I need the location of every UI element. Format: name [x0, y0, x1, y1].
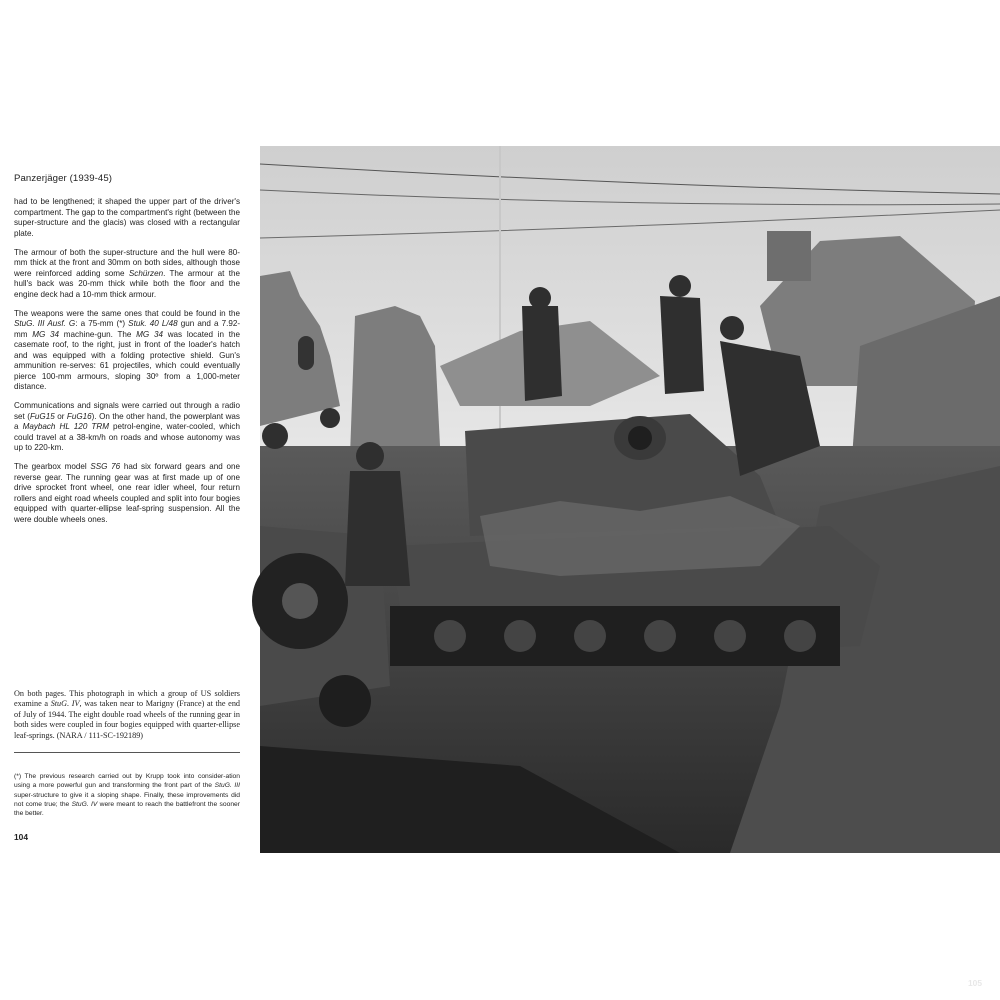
text-run: Communications and signals were carried out through a radio set ( [14, 401, 240, 421]
page-number-left: 104 [14, 832, 28, 842]
italic-term: Schürzen [128, 268, 164, 278]
text-run: , was taken near to Marigny (France) at the end of July of 1944. The eight double road wheels of the running gear in both sides were coupled in four bogies equipped with quarter-ellipse leaf-springs. (NARA / 111-SC-192189) [14, 699, 241, 740]
gun-muzzle [628, 426, 652, 450]
italic-term: SSG 76 [90, 462, 121, 472]
text-run: The gearbox model [14, 462, 91, 472]
text-run: (*) The previous research carried out by Krupp took into consider-ation using a more powerful gun and transforming the front part of the [14, 773, 240, 790]
body-paragraph [14, 248, 240, 301]
soldier-helmet [356, 442, 384, 470]
chimney [767, 231, 811, 281]
wartime-photograph [260, 146, 1000, 988]
soldier-helmet [720, 316, 744, 340]
text-run: super-structure to give it a sloping shape. Finally, these improvements did not come true; the [14, 791, 240, 808]
italic-term: StuG. IV [50, 699, 80, 709]
text-run: On both pages. This photograph in which a group of US soldiers examine a [14, 689, 240, 709]
text-run: had six forward gears and one reverse gear. The running gear was at first made up of one drive sprocket front wheel, one rear idler wheel, four return rollers and eight road wheels coupled and split into four bogies equipped with quarter-ellipse leaf-spring suspension. All the were double wheels ones. [14, 462, 240, 524]
photo-caption [14, 689, 240, 741]
text-run: petrol-engine, water-cooled, which could travel at a 38-km/h on roads and whose autonomy was up to 220-km. [14, 422, 240, 453]
italic-term: Maybach HL 120 TRM [22, 422, 109, 432]
road-wheel [574, 620, 606, 652]
body-paragraph [14, 309, 240, 393]
text-run: had to be lengthened; it shaped the upper part of the driver's compartment. The gap to the compartment's right (between the super-structure and the glacis) was closed with a rectangular plate. [14, 197, 240, 238]
soldier-body [522, 306, 562, 401]
italic-term: StuG. III [214, 782, 241, 790]
text-run: The armour of both the super-structure and the hull were 80-mm thick at the front and 30mm on both sides, although those were reinforced adding some [14, 247, 240, 278]
arched-window [298, 336, 314, 370]
text-run: The weapons were the same ones that could be found in the [14, 308, 240, 318]
photo-illustration [260, 146, 1000, 853]
body-paragraph [14, 462, 240, 525]
soldier-helmet [669, 275, 691, 297]
jeep-hub [282, 583, 318, 619]
body-text-column [14, 197, 240, 534]
italic-term: StuG. III Ausf. G [14, 319, 76, 329]
jeep-front-wheel [319, 675, 371, 727]
road-wheel [784, 620, 816, 652]
running-head: Panzerjäger (1939-45) [14, 173, 113, 184]
body-paragraph [14, 197, 240, 239]
soldier-body [345, 471, 410, 586]
text-run: . The armour at the hull's back was 20-mm thick while both the floor and the engine deck had a 10-mm thick armour. [14, 268, 240, 299]
italic-term: MG 34 [32, 329, 60, 339]
text-run: or [54, 411, 67, 421]
text-run: : a 75-mm (*) [75, 319, 129, 329]
soldier-helmet [320, 408, 340, 428]
soldier-body [660, 296, 704, 394]
italic-term: MG 34 [136, 329, 163, 339]
text-run: were meant to reach the battlefront the sooner the better. [14, 800, 240, 818]
text-run: ). On the other hand, the powerplant was a [14, 411, 240, 432]
road-wheel [504, 620, 536, 652]
soldier-helmet [529, 287, 551, 309]
road-wheel [434, 620, 466, 652]
italic-term: FuG16 [66, 411, 92, 421]
text-run: machine-gun. The [59, 329, 137, 339]
italic-term: FuG15 [29, 411, 55, 421]
soldier-helmet [262, 423, 288, 449]
road-wheel [644, 620, 676, 652]
italic-term: StuG. IV [71, 800, 98, 808]
footnote [14, 772, 240, 818]
road-wheel [714, 620, 746, 652]
body-paragraph [14, 401, 240, 454]
text-run: was located in the casemate roof, to the right, just in front of the loader's hatch and was equipped with a folding protective shield. Gun's ammunition re-serves: 61 projectiles, which could eventually pierce 100-mm armours, sloping 30º from a 1,000-meter distance. [14, 329, 241, 392]
italic-term: Stuk. 40 L/48 [128, 319, 178, 329]
text-run: gun and a 7.92-mm [14, 319, 241, 339]
footnote-divider [14, 752, 240, 753]
page-number-right: 105 [968, 978, 982, 988]
